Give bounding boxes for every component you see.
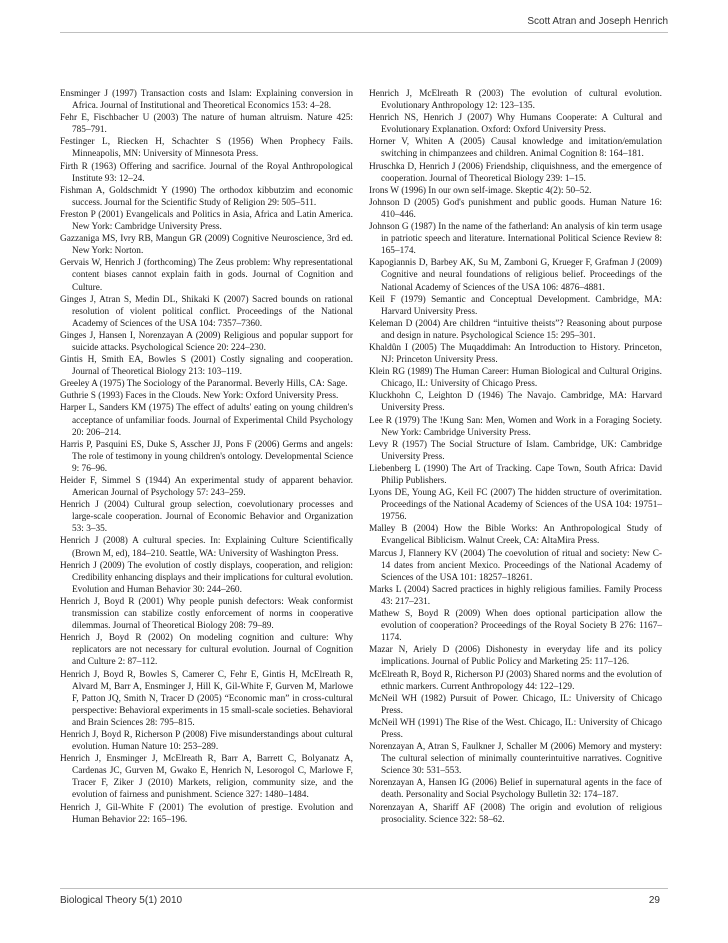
reference-entry: Klein RG (1989) The Human Career: Human Biological and Cultural Origins. Chicago, IL: University of Chicago Press. bbox=[369, 367, 662, 390]
reference-entry: Ginges J, Hansen I, Norenzayan A (2009) Religious and popular support for suicide attacks. Psychological Science 20: 224–230. bbox=[60, 330, 353, 353]
reference-entry: Marks L (2004) Sacred practices in highly religious families. Family Process 43: 217–231. bbox=[369, 584, 662, 607]
reference-entry: Ginges J, Atran S, Medin DL, Shikaki K (2007) Sacred bounds on rational resolution of violent political conflict. Proceedings of the National Academy of Sciences of the USA 104: 7357–7360. bbox=[60, 294, 353, 329]
running-header-authors: Scott Atran and Joseph Henrich bbox=[527, 16, 668, 27]
reference-entry: Lee R (1979) The !Kung San: Men, Women and Work in a Foraging Society. New York: Cambridge University Press. bbox=[369, 415, 662, 438]
reference-entry: Harris P, Pasquini ES, Duke S, Asscher JJ, Pons F (2006) Germs and angels: The role of testimony in young children's ontology. Developmental Science 9: 76–96. bbox=[60, 439, 353, 474]
reference-entry: Henrich J, Boyd R (2002) On modeling cognition and culture: Why replicators are not necessary for cultural evolution. Journal of Cognition and Culture 2: 87–112. bbox=[60, 633, 353, 668]
reference-entry: Irons W (1996) In our own self-image. Skeptic 4(2): 50–52. bbox=[369, 185, 592, 196]
reference-entry: Fishman A, Goldschmidt Y (1990) The orthodox kibbutzim and economic success. Journal for the Scientific Study of Religion 29: 505–511. bbox=[60, 185, 353, 208]
reference-entry: Keil F (1979) Semantic and Conceptual Development. Cambridge, MA: Harvard University Press. bbox=[369, 294, 662, 317]
page-number: 29 bbox=[648, 895, 660, 906]
reference-entry: Khaldûn I (2005) The Muqaddimah: An Introduction to History. Princeton, NJ: Princeton University Press. bbox=[369, 342, 662, 366]
reference-entry: Firth R (1963) Offering and sacrifice. Journal of the Royal Anthropological Institute 93: 12–24. bbox=[60, 161, 353, 184]
reference-entry: Greeley A (1975) The Sociology of the Paranormal. Beverly Hills, CA: Sage. bbox=[60, 379, 348, 390]
reference-entry: Kapogiannis D, Barbey AK, Su M, Zamboni G, Krueger F, Grafman J (2009) Cognitive and neural foundations of religious belief. Proceedings of the National Academy of Sciences of the USA 106: 4876–4881. bbox=[369, 258, 662, 293]
reference-entry: Henrich J, Gil-White F (2001) The evolution of prestige. Evolution and Human Behavior 22: 165–196. bbox=[60, 802, 353, 825]
reference-entry: Henrich J, Boyd R, Bowles S, Camerer C, Fehr E, Gintis H, McElreath R, Alvard M, Barr A, Ensminger J, Hill K, Gil-White F, Gurven M, Marlowe F, Patton JQ, Smith N, Tracer D (2005) “Economic man” in cross-cultural perspective: Behavioral experiments in 15 small-scale societies. Behavioral and Brain Sciences 28: 795–815. bbox=[60, 669, 353, 728]
reference-entry: Johnson D (2005) God's punishment and public goods. Human Nature 16: 410–446. bbox=[369, 197, 662, 220]
reference-entry: Guthrie S (1993) Faces in the Clouds. New York: Oxford University Press. bbox=[60, 391, 339, 402]
reference-entry: Lyons DE, Young AG, Keil FC (2007) The hidden structure of overimitation. Proceedings of the National Academy of Sciences of the USA 104: 19751–19756. bbox=[369, 488, 662, 523]
reference-entry: Liebenberg L (1990) The Art of Tracking. Cape Town, South Africa: David Philip Publishers. bbox=[369, 463, 662, 486]
reference-entry: Johnson G (1987) In the name of the fatherland: An analysis of kin term usage in patriotic speech and literature. International Political Science Review 8: 165–174. bbox=[369, 222, 662, 257]
reference-entry: Ensminger J (1997) Transaction costs and Islam: Explaining conversion in Africa. Journal of Institutional and Theoretical Economics 153: 4–28. bbox=[60, 89, 353, 112]
reference-entry: Malley B (2004) How the Bible Works: An Anthropological Study of Evangelical Biblicism. Walnut Creek, CA: AltaMira Press. bbox=[369, 524, 662, 547]
reference-entry: Kluckhohn C, Leighton D (1946) The Navajo. Cambridge, MA: Harvard University Press. bbox=[369, 391, 662, 414]
reference-entry: Fehr E, Fischbacher U (2003) The nature of human altruism. Nature 425: 785–791. bbox=[60, 113, 353, 136]
reference-entry: Horner V, Whiten A (2005) Causal knowledge and imitation/emulation switching in chimpanzees and children. Animal Cognition 8: 164–181. bbox=[369, 137, 662, 160]
reference-entry: Gintis H, Smith EA, Bowles S (2001) Costly signaling and cooperation. Journal of Theoretical Biology 213: 103–119. bbox=[60, 355, 353, 378]
reference-entry: Gervais W, Henrich J (forthcoming) The Zeus problem: Why representational content biases cannot explain faith in gods. Journal of Cognition and Culture. bbox=[60, 258, 353, 293]
reference-entry: Henrich J, Ensminger J, McElreath R, Barr A, Barrett C, Bolyanatz A, Cardenas JC, Gurven M, Gwako E, Henrich N, Lesorogol C, Marlowe F, Tracer F, Ziker J (2010) Markets, religion, community size, and the evolution of fairness and punishment. Science 327: 1480–1484. bbox=[60, 754, 353, 801]
footer-rule bbox=[60, 888, 668, 889]
reference-entry: Harper L, Sanders KM (1975) The effect of adults' eating on young children's acceptance of unfamiliar foods. Journal of Experimental Child Psychology 20: 206–214. bbox=[60, 403, 353, 438]
reference-list-right-column bbox=[369, 88, 662, 826]
header-rule bbox=[60, 32, 668, 33]
reference-entry: Hruschka D, Henrich J (2006) Friendship, cliquishness, and the emergence of cooperation. Journal of Theoretical Biology 239: 1–15. bbox=[369, 161, 662, 184]
reference-entry: Freston P (2001) Evangelicals and Politics in Asia, Africa and Latin America. New York: Cambridge University Press. bbox=[60, 209, 353, 233]
reference-entry: Festinger L, Riecken H, Schachter S (1956) When Prophecy Fails. Minneapolis, MN: University of Minnesota Press. bbox=[60, 137, 353, 160]
reference-entry: Gazzaniga MS, Ivry RB, Mangun GR (2009) Cognitive Neuroscience, 3rd ed. New York: Norton. bbox=[60, 234, 353, 257]
reference-entry: McNeil WH (1991) The Rise of the West. Chicago, IL: University of Chicago Press. bbox=[369, 717, 662, 740]
reference-entry: Henrich J, McElreath R (2003) The evolution of cultural evolution. Evolutionary Anthropology 12: 123–135. bbox=[369, 89, 662, 112]
reference-entry: Heider F, Simmel S (1944) An experimental study of apparent behavior. American Journal of Psychology 57: 243–259. bbox=[60, 476, 353, 499]
reference-list-left-column bbox=[60, 88, 353, 826]
reference-entry: Henrich J (2009) The evolution of costly displays, cooperation, and religion: Credibility enhancing displays and their implications for cultural evolution. Evolution and Human Behavior 30: 244–260. bbox=[60, 560, 353, 595]
reference-entry: Henrich J, Boyd R, Richerson P (2008) Five misunderstandings about cultural evolution. Human Nature 10: 253–289. bbox=[60, 729, 353, 753]
reference-entry: Marcus J, Flannery KV (2004) The coevolution of ritual and society: New C-14 dates from ancient Mexico. Proceedings of the National Academy of Sciences of the USA 101: 18257–18261. bbox=[369, 548, 662, 583]
journal-citation: Biological Theory 5(1) 2010 bbox=[60, 895, 183, 906]
reference-entry: Henrich NS, Henrich J (2007) Why Humans Cooperate: A Cultural and Evolutionary Explanation. Oxford: Oxford University Press. bbox=[369, 113, 662, 136]
reference-entry: Mathew S, Boyd R (2009) When does optional participation allow the evolution of cooperation? Proceedings of the Royal Society B 276: 1167–1174. bbox=[369, 609, 662, 644]
reference-entry: Norenzayan A, Atran S, Faulkner J, Schaller M (2006) Memory and mystery: The cultural selection of minimally counterintuitive narratives. Cognitive Science 30: 531–553. bbox=[369, 742, 662, 777]
reference-entry: Henrich J (2004) Cultural group selection, coevolutionary processes and large-scale cooperation. Journal of Economic Behavior and Organization 53: 3–35. bbox=[60, 500, 353, 535]
reference-entry: Norenzayan A, Shariff AF (2008) The origin and evolution of religious prosociality. Science 322: 58–62. bbox=[369, 802, 662, 825]
reference-entry: Levy R (1957) The Social Structure of Islam. Cambridge, UK: Cambridge University Press. bbox=[369, 439, 662, 462]
reference-entry: Keleman D (2004) Are children “intuitive theists”? Reasoning about purpose and design in nature. Psychological Science 15: 295–301. bbox=[369, 318, 662, 341]
reference-entry: McElreath R, Boyd R, Richerson PJ (2003) Shared norms and the evolution of ethnic markers. Current Anthropology 44: 122–129. bbox=[369, 669, 662, 692]
reference-entry: McNeil WH (1982) Pursuit of Power. Chicago, IL: University of Chicago Press. bbox=[369, 693, 662, 716]
reference-entry: Henrich J, Boyd R (2001) Why people punish defectors: Weak conformist transmission can stabilize costly enforcement of norms in cooperative dilemmas. Journal of Theoretical Biology 208: 79–89. bbox=[60, 596, 353, 632]
reference-entry: Norenzayan A, Hansen IG (2006) Belief in supernatural agents in the face of death. Personality and Social Psychology Bulletin 32: 174–187. bbox=[369, 778, 662, 801]
reference-entry: Mazar N, Ariely D (2006) Dishonesty in everyday life and its policy implications. Journal of Public Policy and Marketing 25: 117–126. bbox=[369, 645, 662, 668]
reference-entry: Henrich J (2008) A cultural species. In: Explaining Culture Scientifically (Brown M, ed), 184–210. Seattle, WA: University of Washington Press. bbox=[60, 536, 353, 559]
